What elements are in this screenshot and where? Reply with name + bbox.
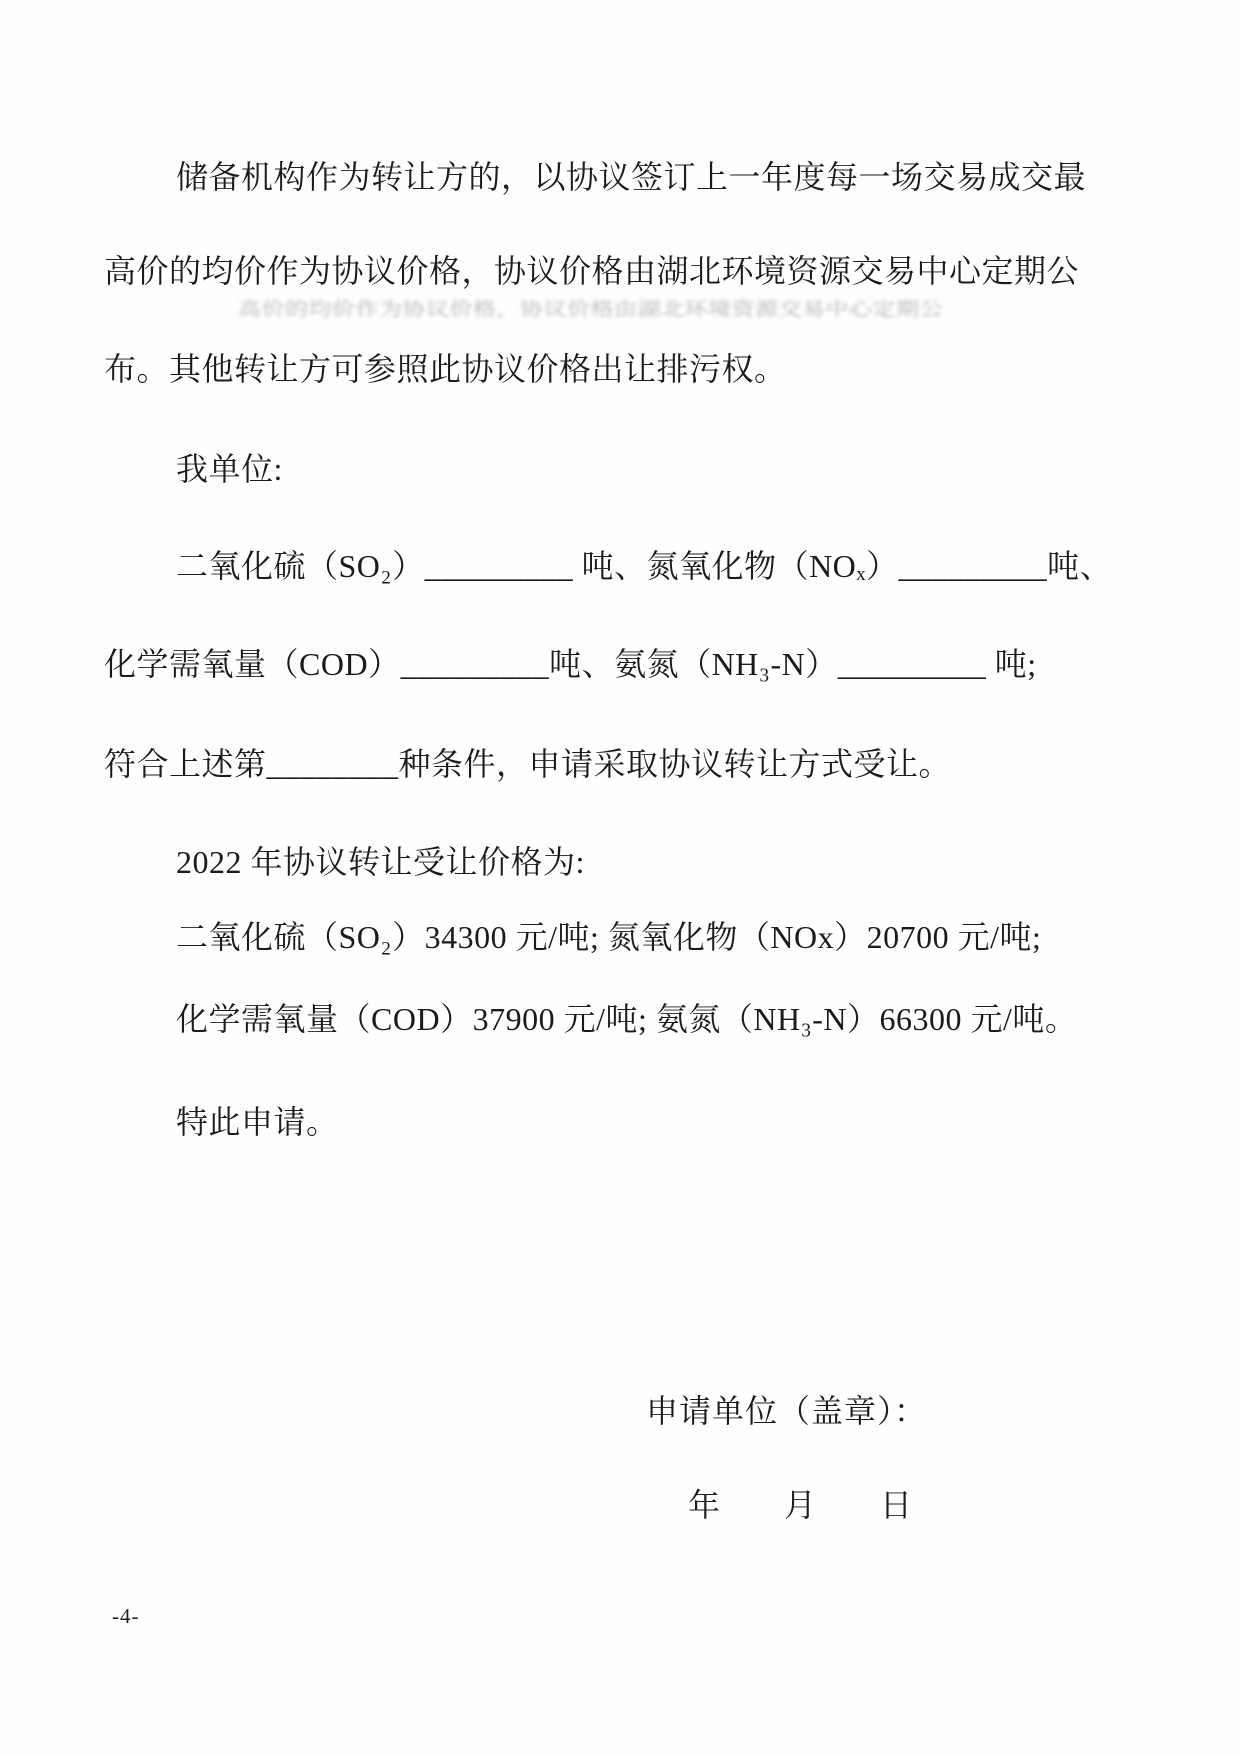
- signature-date-line: 年 月 日: [688, 1487, 913, 1523]
- paragraph-line-9: 二氧化硫（SO₂）34300 元/吨; 氮氧化物（NOx）20700 元/吨;: [176, 919, 1042, 955]
- page-number: -4-: [112, 1604, 140, 1628]
- paragraph-line-6: 化学需氧量（COD）_________吨、氨氮（NH₃-N）_________ 吨;: [104, 646, 1037, 682]
- paragraph-line-10: 化学需氧量（COD）37900 元/吨; 氨氮（NH₃-N）66300 元/吨。: [176, 1001, 1078, 1037]
- paragraph-line-8: 2022 年协议转让受让价格为:: [176, 844, 585, 880]
- paragraph-line-3: 布。其他转让方可参照此协议价格出让排污权。: [104, 351, 787, 387]
- scan-bleed-artifact: 高价的均价作为协议价格，协议价格由湖北环境资源交易中心定期公: [238, 298, 943, 320]
- paragraph-line-7: 符合上述第________种条件，申请采取协议转让方式受让。: [104, 746, 952, 782]
- paragraph-line-4: 我单位:: [176, 451, 283, 487]
- paragraph-line-11: 特此申请。: [176, 1104, 339, 1140]
- paragraph-line-2: 高价的均价作为协议价格，协议价格由湖北环境资源交易中心定期公: [104, 253, 1080, 289]
- paragraph-line-1: 储备机构作为转让方的，以协议签订上一年度每一场交易成交最: [176, 159, 1087, 195]
- signature-unit-label: 申请单位（盖章）：: [646, 1393, 928, 1429]
- paragraph-line-5: 二氧化硫（SO₂）_________ 吨、氮氧化物（NOₓ）_________吨、: [176, 548, 1113, 584]
